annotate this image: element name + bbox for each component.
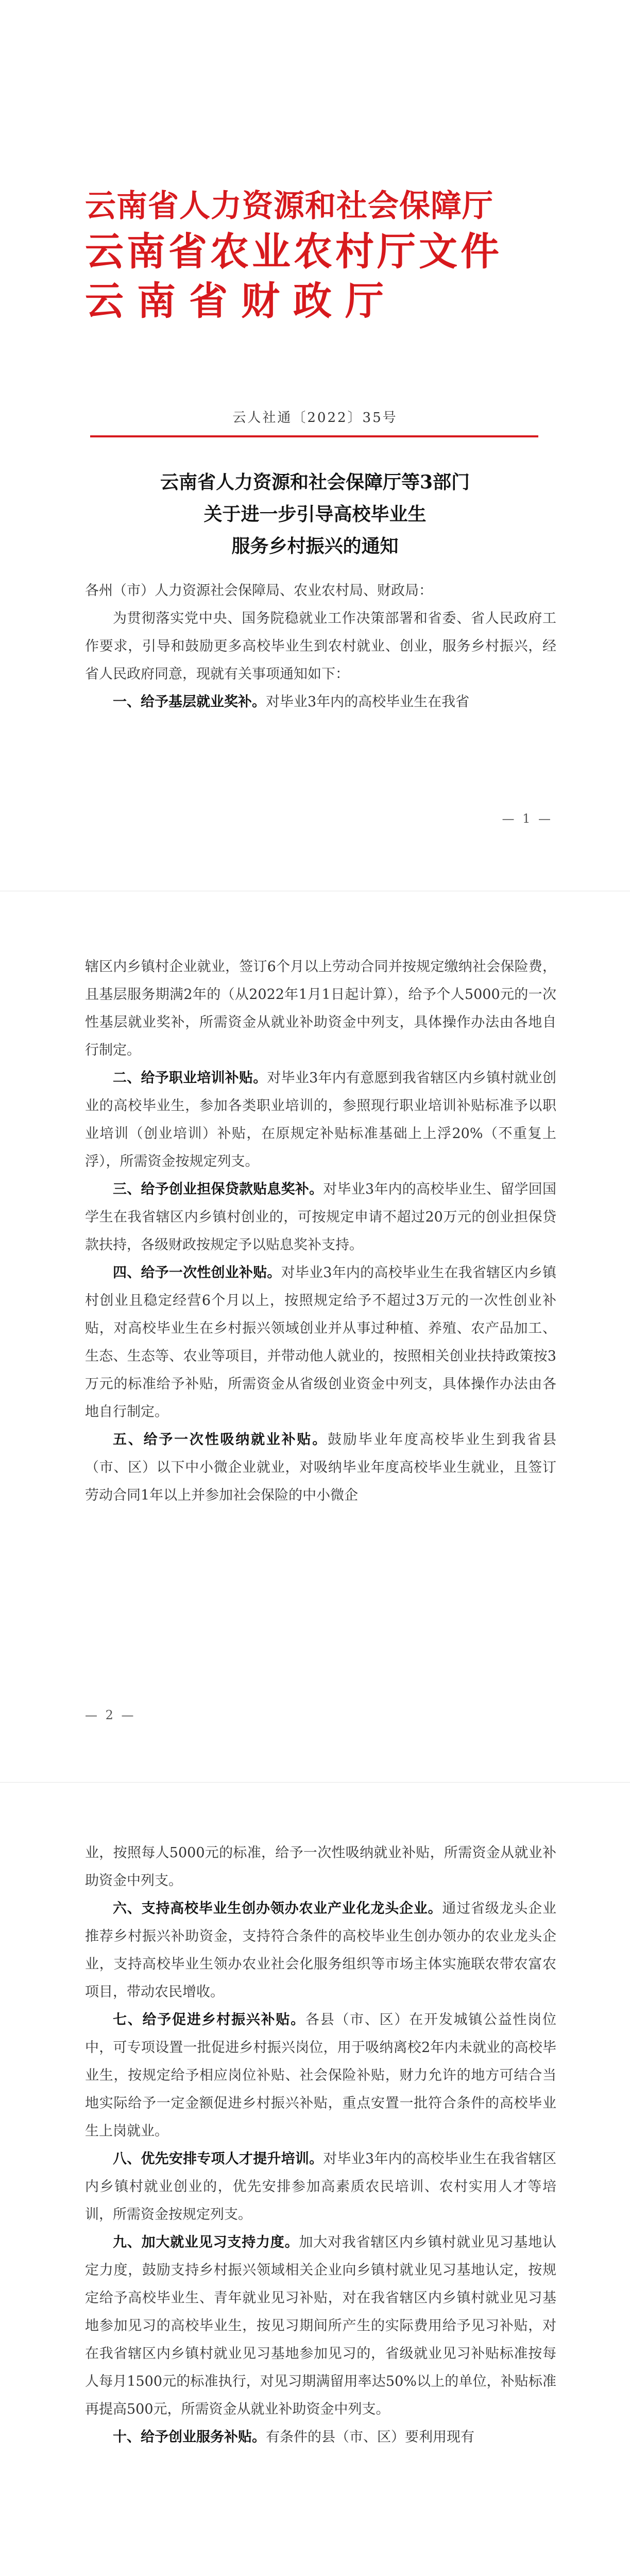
section-7-body: 各县（市、区）在开发城镇公益性岗位中，可专项设置一批促进乡村振兴岗位，用于吸纳离校2年内未就业的高校毕业生，按规定给予相应岗位补贴、社会保险补贴，财力允许的地方可结合当地实际给予一定金额促进乡村振兴补贴，重点安置一批符合条件的高校毕业生上岗就业。 bbox=[85, 2012, 557, 2139]
document-title bbox=[0, 466, 630, 562]
page-1 bbox=[0, 0, 630, 891]
section-1-body-a: 对毕业3年内的高校毕业生在我省 bbox=[266, 694, 470, 710]
section-5-body-b: 业，按照每人5000元的标准，给予一次性吸纳就业补贴，所需资金从就业补助资金中列支。 bbox=[85, 1845, 556, 1889]
section-10 bbox=[85, 2424, 556, 2451]
section-6 bbox=[85, 1895, 556, 2006]
intro-paragraph: 为贯彻落实党中央、国务院稳就业工作决策部署和省委、省人民政府工作要求，引导和鼓励更多高校毕业生到农村就业、创业，服务乡村振兴，经省人民政府同意，现就有关事项通知如下： bbox=[85, 611, 556, 682]
section-5 bbox=[85, 1426, 556, 1510]
section-8-body: 对毕业3年内的高校毕业生在我省辖区内乡镇村就业创业的，优先安排参加高素质农民培训、农村实用人才等培训，所需资金按规定列支。 bbox=[85, 2151, 556, 2223]
section-9-body: 加大对我省辖区内乡镇村就业见习基地认定力度，鼓励支持乡村振兴领域相关企业向乡镇村就业见习基地认定，按规定给予高校毕业生、青年就业见习补贴，对在我省辖区内乡镇村就业见习基地参加见习的高校毕业生，按见习期间所产生的实际费用给予见习补贴，对在我省辖区内乡镇村就业见习基地参加见习的，省级就业见习补贴标准按每人每月1500元的标准执行，对见习期满留用率达50%以上的单位，补贴标准再提高500元，所需资金从就业补助资金中列支。 bbox=[85, 2234, 557, 2417]
page-3 bbox=[0, 1783, 630, 2576]
title-line-3: 服务乡村振兴的通知 bbox=[231, 535, 399, 557]
section-4 bbox=[85, 1259, 556, 1426]
section-2-heading: 二、给予职业培训补贴。 bbox=[113, 1070, 267, 1086]
page-2-body bbox=[85, 953, 556, 1510]
document-number: 云人社通〔2022〕35号 bbox=[232, 410, 398, 426]
section-2 bbox=[85, 1064, 556, 1176]
section-9 bbox=[85, 2229, 556, 2424]
section-8-heading: 八、优先安排专项人才提升培训。 bbox=[113, 2151, 323, 2167]
red-separator-line bbox=[90, 435, 538, 437]
section-3-body: 对毕业3年内的高校毕业生、留学回国学生在我省辖区内乡镇村创业的，可按规定申请不超过20万元的创业担保贷款扶持，各级财政按规定予以贴息奖补支持。 bbox=[85, 1181, 556, 1253]
section-1-body-b: 辖区内乡镇村企业就业，签订6个月以上劳动合同并按规定缴纳社会保险费，且基层服务期满2年的（从2022年1月1日起计算），给予个人5000元的一次性基层就业奖补，所需资金从就业补助资金中列支，具体操作办法由各地自行制定。 bbox=[85, 959, 556, 1058]
title-line-2: 关于进一步引导高校毕业生 bbox=[203, 503, 427, 525]
page-number-2: — 2 — bbox=[85, 1708, 136, 1722]
title-line-1: 云南省人力资源和社会保障厅等3部门 bbox=[160, 471, 470, 493]
section-4-heading: 四、给予一次性创业补贴。 bbox=[113, 1265, 281, 1281]
section-10-heading: 十、给予创业服务补贴。 bbox=[113, 2429, 266, 2445]
section-2-body: 对毕业3年内有意愿到我省辖区内乡镇村就业创业的高校毕业生，参加各类职业培训的，参照现行职业培训补贴标准予以职业培训（创业培训）补贴，在原规定补贴标准基础上上浮20%（不重复上浮），所需资金按规定列支。 bbox=[85, 1070, 556, 1170]
section-4-body: 对毕业3年内的高校毕业生在我省辖区内乡镇村创业且稳定经营6个月以上，按照规定给予不超过3万元的一次性创业补贴，对高校毕业生在乡村振兴领域创业并从事过种植、养殖、农产品加工、生态、生态等、农业等项目，并带动他人就业的，按照相关创业扶持政策按3万元的标准给予补贴，所需资金从省级创业资金中列支，具体操作办法由各地自行制定。 bbox=[85, 1265, 556, 1420]
masthead-line-1: 云南省人力资源和社会保障厅 bbox=[85, 188, 493, 224]
page-number-1: — 1 — bbox=[502, 811, 553, 826]
section-9-heading: 九、加大就业见习支持力度。 bbox=[113, 2234, 299, 2250]
section-1 bbox=[85, 688, 556, 716]
masthead bbox=[85, 185, 502, 326]
page-2 bbox=[0, 891, 630, 1783]
section-3 bbox=[85, 1176, 556, 1259]
section-8 bbox=[85, 2145, 556, 2229]
section-10-body-a: 有条件的县（市、区）要利用现有 bbox=[266, 2429, 474, 2445]
recipients: 各州（市）人力资源社会保障局、农业农村局、财政局： bbox=[85, 583, 433, 599]
section-7 bbox=[85, 2006, 556, 2145]
section-6-body: 通过省级龙头企业推荐乡村振兴补助资金，支持符合条件的高校毕业生创办领办的农业龙头企业，支持高校毕业生领办农业社会化服务组织等市场主体实施联农带农富农项目，带动农民增收。 bbox=[85, 1901, 557, 2000]
masthead-line-2: 云南省农业农村厅文件 bbox=[85, 229, 503, 274]
section-1-heading: 一、给予基层就业奖补。 bbox=[113, 694, 266, 710]
section-5-heading: 五、给予一次性吸纳就业补贴。 bbox=[113, 1432, 328, 1448]
section-3-heading: 三、给予创业担保贷款贴息奖补。 bbox=[113, 1181, 323, 1197]
section-5-body-a: 鼓励毕业年度高校毕业生到我省县（市、区）以下中小微企业就业，对吸纳毕业年度高校毕业生就业，且签订劳动合同1年以上并参加社会保险的中小微企 bbox=[85, 1432, 556, 1503]
section-7-heading: 七、给予促进乡村振兴补贴。 bbox=[113, 2012, 305, 2028]
page-3-body bbox=[85, 1839, 556, 2451]
page-1-body bbox=[85, 577, 556, 716]
section-6-heading: 六、支持高校毕业生创办领办农业产业化龙头企业。 bbox=[113, 1901, 442, 1917]
masthead-line-3: 云南省财政厅 bbox=[85, 278, 398, 324]
